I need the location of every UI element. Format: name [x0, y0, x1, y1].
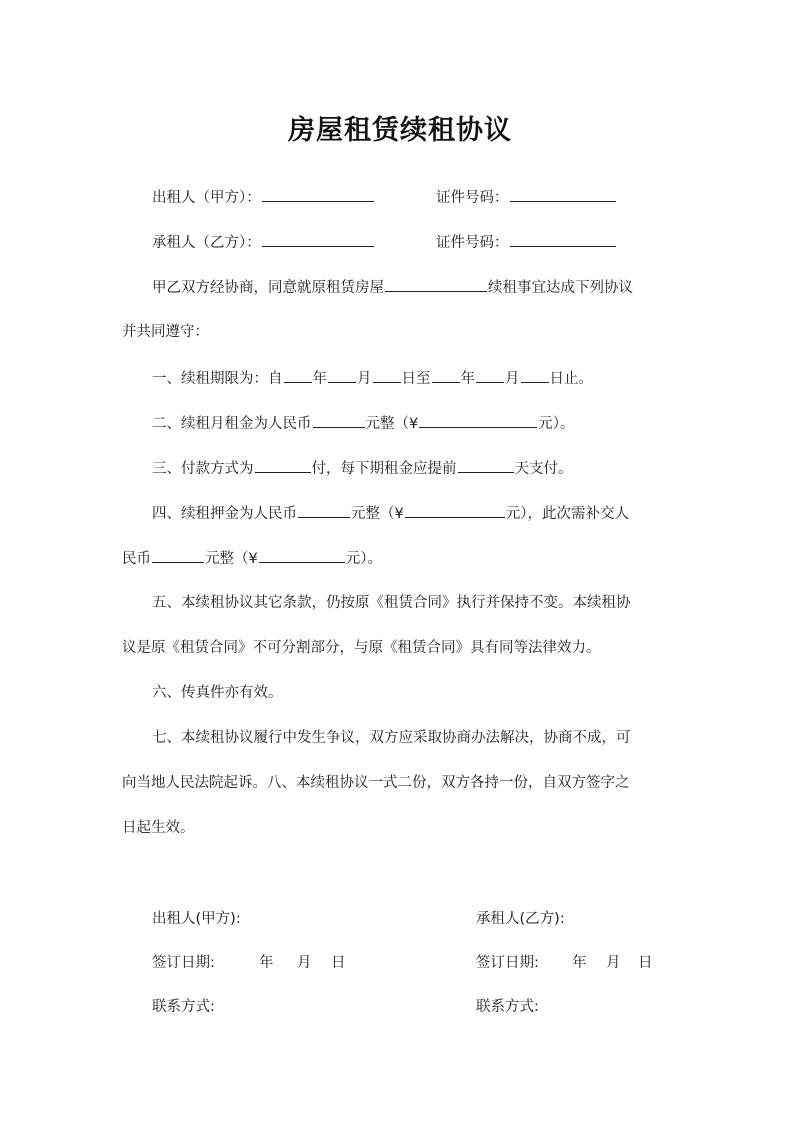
clause-2-end: 元）。 [538, 416, 575, 432]
end-day-blank[interactable] [521, 368, 549, 383]
party-a-id-row [436, 187, 617, 208]
party-a-id-blank[interactable] [510, 187, 616, 202]
clause-2 [152, 413, 574, 434]
clause-1-month: 月 [357, 371, 372, 387]
intro-text-2: 续租事宜达成下列协议 [488, 280, 633, 296]
end-year-blank[interactable] [432, 368, 460, 383]
document-title: 房屋租赁续租协议 [288, 115, 512, 146]
clause-4-line-2 [122, 548, 382, 569]
clause-2-yuan: 元整（¥ [365, 416, 419, 432]
start-year-blank[interactable] [284, 368, 312, 383]
intro-line-1 [152, 277, 633, 298]
party-b-name-blank[interactable] [262, 232, 374, 247]
rent-amount-blank[interactable] [419, 413, 537, 428]
deposit-words-blank[interactable] [298, 503, 350, 518]
clause-1-end: 日止。 [549, 371, 593, 387]
party-a-row [152, 187, 375, 208]
intro-line-2: 并共同遵守： [122, 324, 209, 340]
clause-6: 六、传真件亦有效。 [152, 685, 283, 701]
sign-day-b: 日 [638, 955, 653, 971]
clause-5-line-2: 议是原《租赁合同》不可分割部分，与原《租赁合同》具有同等法律效力。 [122, 640, 601, 656]
property-blank[interactable] [385, 277, 487, 292]
deposit-amount-blank[interactable] [405, 503, 505, 518]
sign-day-a: 日 [331, 955, 346, 971]
party-b-id-blank[interactable] [510, 232, 616, 247]
clause-4-line-1 [152, 503, 629, 524]
clause-1-text: 一、续租期限为：自 [152, 371, 283, 387]
party-b-id-row [436, 232, 617, 253]
clause-4-end: 元）。 [345, 551, 382, 567]
clause-1-year-2: 年 [460, 371, 475, 387]
start-day-blank[interactable] [373, 368, 401, 383]
sign-contact-b: 联系方式: [476, 999, 539, 1015]
clause-5-line-1: 五、本续租协议其它条款，仍按原《租赁合同》执行并保持不变。本续租协 [152, 595, 631, 611]
clause-7-line-3: 日起生效。 [122, 820, 195, 836]
intro-text-1: 甲乙双方经协商，同意就原租赁房屋 [152, 280, 384, 296]
clause-4-yuan: 元整（¥ [351, 506, 404, 522]
end-month-blank[interactable] [476, 368, 504, 383]
party-a-id-label: 证件号码： [436, 190, 509, 206]
sign-date-label-a: 签订日期: [152, 955, 215, 971]
clause-1 [152, 368, 593, 389]
clause-3 [152, 458, 573, 479]
party-a-name-blank[interactable] [262, 187, 374, 202]
party-a-label: 出租人（甲方）： [152, 190, 261, 206]
clause-2-text: 二、续租月租金为人民币 [152, 416, 312, 432]
clause-1-month-2: 月 [505, 371, 520, 387]
party-b-label: 承租人（乙方）： [152, 235, 261, 251]
clause-1-to: 日至 [401, 371, 431, 387]
clause-7-line-1: 七、本续租协议履行中发生争议，双方应采取协商办法解决，协商不成，可 [152, 730, 631, 746]
sign-party-a-label: 出租人(甲方): [152, 911, 241, 927]
clause-3-text: 三、付款方式为 [152, 461, 254, 477]
clause-1-year: 年 [312, 371, 327, 387]
party-b-id-label: 证件号码： [436, 235, 509, 251]
sign-month-b: 月 [606, 955, 621, 971]
clause-7-line-2: 向当地人民法院起诉。八、本续租协议一式二份，双方各持一份，自双方签字之 [122, 775, 630, 791]
clause-4-mid: 元），此次需补交人 [505, 506, 629, 522]
clause-4-text: 四、续租押金为人民币 [152, 506, 297, 522]
clause-3-end: 天支付。 [514, 461, 573, 477]
rent-words-blank[interactable] [313, 413, 365, 428]
clause-4-yuan-2: 元整（¥ [205, 551, 258, 567]
sign-party-b-label: 承租人(乙方): [476, 911, 565, 927]
sign-year-b: 年 [572, 955, 587, 971]
payment-method-blank[interactable] [255, 458, 311, 473]
start-month-blank[interactable] [328, 368, 356, 383]
party-b-row [152, 232, 375, 253]
extra-words-blank[interactable] [152, 548, 204, 563]
sign-year-a: 年 [259, 955, 274, 971]
clause-3-mid: 付，每下期租金应提前 [311, 461, 457, 477]
sign-date-label-b: 签订日期: [476, 955, 539, 971]
extra-amount-blank[interactable] [259, 548, 345, 563]
sign-contact-a: 联系方式: [152, 999, 215, 1015]
sign-month-a: 月 [297, 955, 312, 971]
advance-days-blank[interactable] [458, 458, 514, 473]
clause-4-rmb: 民币 [122, 551, 151, 567]
